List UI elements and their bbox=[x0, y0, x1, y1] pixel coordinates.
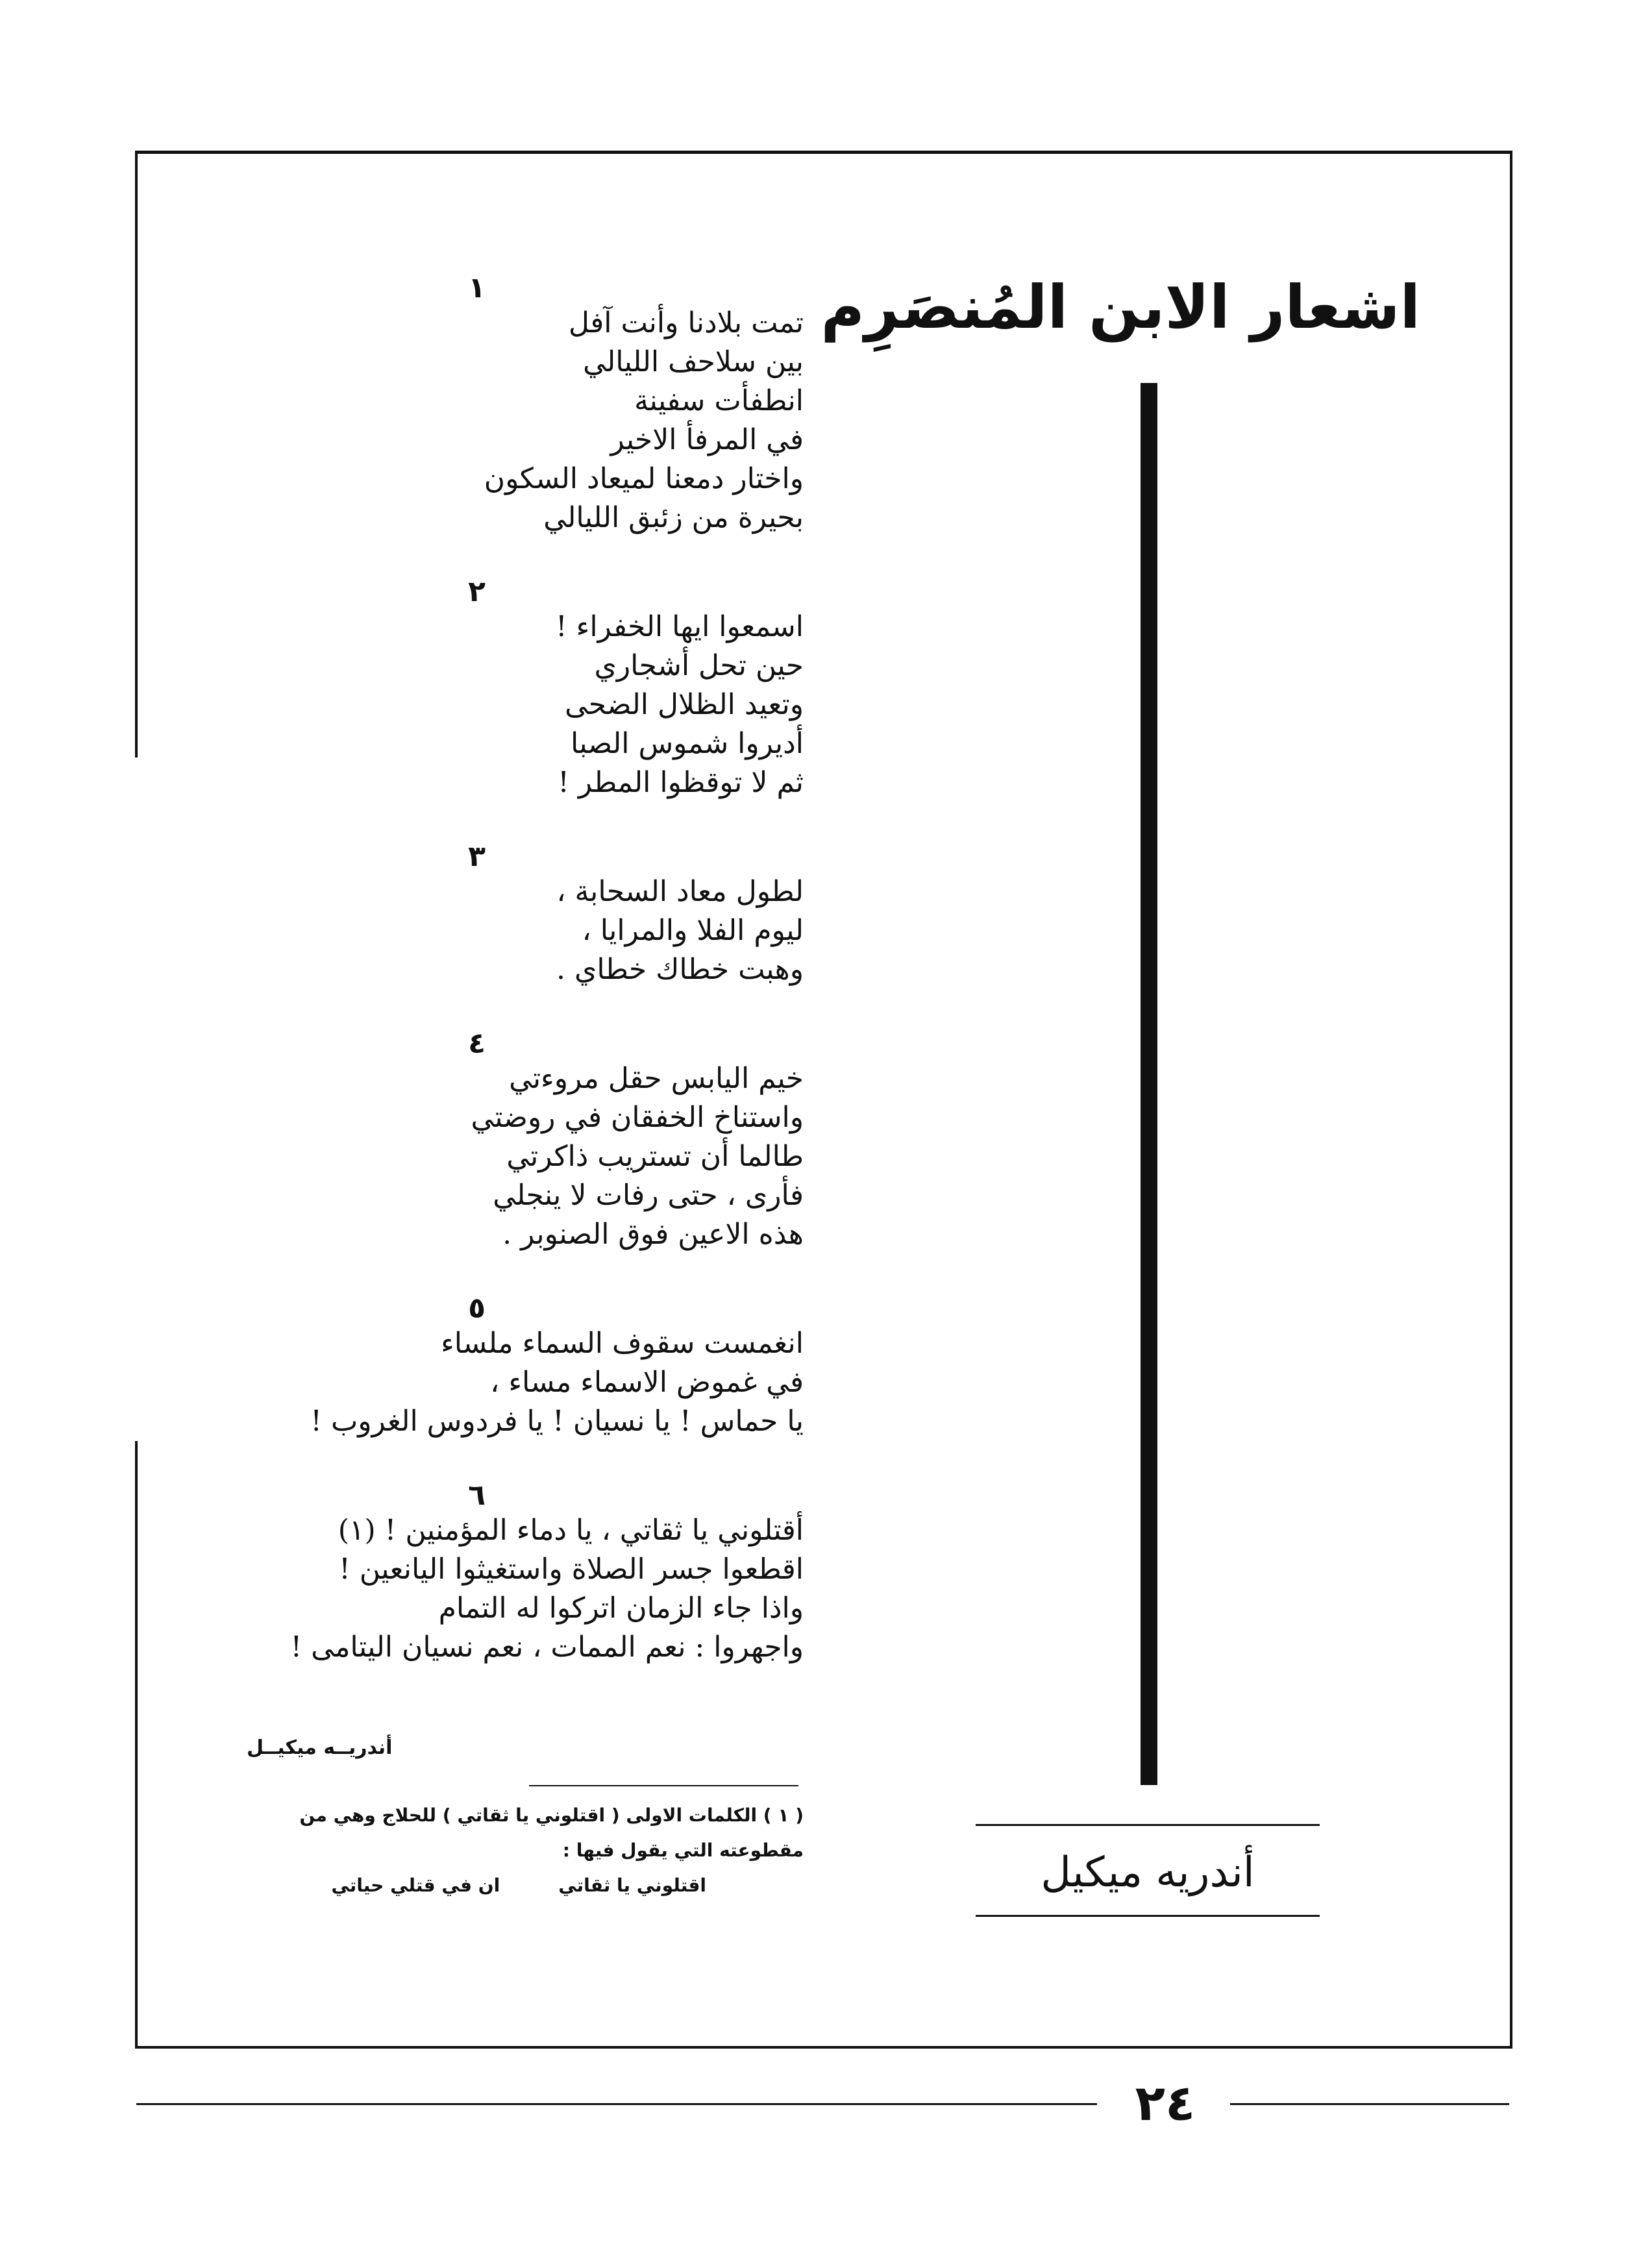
page-title: اشعار الابن المُنصَرِم bbox=[820, 273, 1420, 342]
stanza bbox=[154, 273, 804, 537]
poem-line: ليوم الفلا والمرايا ، bbox=[582, 914, 804, 947]
poem-signature: أندريــه ميكيــل bbox=[247, 1736, 393, 1759]
poem-line: واختار دمعنا لميعاد السكون bbox=[484, 462, 804, 495]
poem-line: اقطعوا جسر الصلاة واستغيثوا اليانعين ! bbox=[339, 1553, 804, 1586]
poem-line: بحيرة من زئبق الليالي bbox=[543, 501, 804, 534]
frame-left-border-lower bbox=[135, 1441, 138, 2048]
poem-line: أديروا شموس الصبا bbox=[570, 727, 804, 760]
poem-line: انطفأت سفينة bbox=[634, 384, 804, 417]
stanza-number: ٥ bbox=[468, 1292, 486, 1325]
poem-line: لطول معاد السحابة ، bbox=[556, 875, 804, 908]
page-footer-rule-right bbox=[1230, 2103, 1509, 2105]
stanza bbox=[154, 1480, 804, 1667]
poem-line: ثم لا توقظوا المطر ! bbox=[558, 766, 804, 799]
poem-line: هذه الاعين فوق الصنوبر . bbox=[502, 1218, 804, 1251]
poem-line: واجهروا : نعم الممات ، نعم نسيان اليتامى ! bbox=[290, 1631, 804, 1664]
poem-line: تمت بلادنا وأنت آفل bbox=[568, 306, 804, 339]
frame-bottom-border bbox=[135, 2046, 1512, 2049]
stanza-number: ٢ bbox=[468, 575, 486, 608]
page-number: ٢٤ bbox=[1135, 2074, 1196, 2132]
poem-line: انغمست سقوف السماء ملساء bbox=[441, 1327, 804, 1360]
poem-line: بين سلاحف الليالي bbox=[583, 345, 804, 378]
poem-body bbox=[154, 273, 804, 1706]
footnote bbox=[122, 1798, 804, 1903]
author-rule-bottom bbox=[976, 1915, 1320, 1917]
author-name: أندريه ميكيل bbox=[1041, 1849, 1255, 1897]
poem-line: وتعيد الظلال الضحى bbox=[565, 688, 804, 721]
footnote-line: مقطوعته التي يقول فيها : bbox=[562, 1840, 804, 1861]
poem-line: خيم اليابس حقل مروءتي bbox=[509, 1062, 804, 1095]
poem-line: في غموض الاسماء مساء ، bbox=[490, 1366, 804, 1399]
poem-line: يا حماس ! يا نسيان ! يا فردوس الغروب ! bbox=[310, 1405, 804, 1438]
page-footer-rule-left bbox=[136, 2103, 1097, 2105]
poem-line: واذا جاء الزمان اتركوا له التمام bbox=[438, 1592, 804, 1625]
poem-line: واستناخ الخفقان في روضتي bbox=[471, 1101, 804, 1134]
poem-line: في المرفأ الاخير bbox=[610, 423, 804, 456]
decorative-vertical-bar bbox=[1141, 383, 1157, 1785]
stanza-number: ٣ bbox=[468, 840, 486, 873]
poem-line: اسمعوا ايها الخفراء ! bbox=[556, 610, 804, 643]
author-rule-top bbox=[976, 1824, 1320, 1826]
stanza bbox=[154, 1293, 804, 1441]
footnote-verse bbox=[122, 1868, 706, 1903]
stanza-number: ١ bbox=[468, 271, 486, 304]
stanza bbox=[154, 1028, 804, 1254]
stanza bbox=[154, 841, 804, 989]
poem-line: وهبت خطاك خطاي . bbox=[556, 953, 804, 986]
footnote-line: ( ١ ) الكلمات الاولى ( اقتلوني يا ثقاتي ) للحلاج وهي من bbox=[299, 1805, 804, 1826]
footnote-verse-first-half: اقتلوني يا ثقاتي bbox=[558, 1875, 706, 1896]
frame-left-border-upper bbox=[135, 151, 138, 758]
stanza-number: ٤ bbox=[468, 1027, 486, 1060]
footnote-verse-second-half: ان في قتلي حياتي bbox=[331, 1875, 500, 1896]
stanza-number: ٦ bbox=[468, 1479, 486, 1512]
footnote-separator bbox=[529, 1785, 798, 1786]
frame-top-border bbox=[135, 151, 1512, 154]
poem-line: طالما أن تستريب ذاكرتي bbox=[506, 1140, 804, 1173]
poem-line: فأرى ، حتى رفات لا ينجلي bbox=[493, 1179, 804, 1212]
poem-line: أقتلوني يا ثقاتي ، يا دماء المؤمنين ! (١) bbox=[338, 1514, 804, 1547]
stanza bbox=[154, 576, 804, 802]
frame-right-border bbox=[1510, 151, 1512, 2049]
poem-line: حين تحل أشجاري bbox=[594, 649, 804, 682]
